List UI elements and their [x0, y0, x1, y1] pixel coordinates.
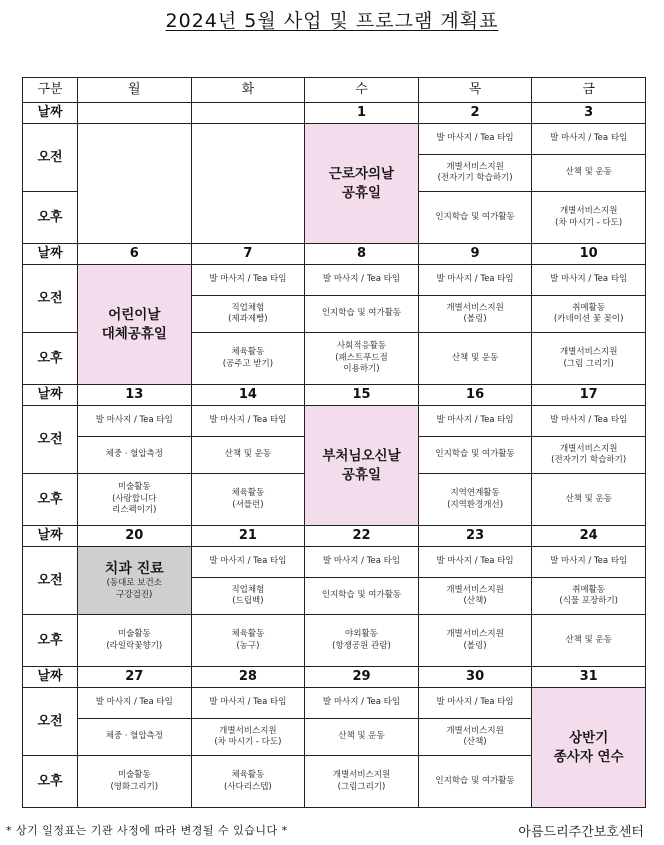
program-cell: 취메활동 (식물 포장하기) — [532, 578, 646, 615]
program-cell: 직업체험 (드립백) — [191, 578, 305, 615]
dental-checkup-cell — [78, 547, 192, 615]
header-cell: 화 — [191, 78, 305, 103]
date-label: 날짜 — [23, 385, 78, 406]
program-cell: 발 마사지 / Tea 타임 — [418, 124, 532, 155]
date-cell: 17 — [532, 385, 646, 406]
program-cell: 산책 및 운동 — [532, 155, 646, 192]
program-cell: 체육활동 (셔플런) — [191, 474, 305, 526]
program-cell: 미술활동 (라일락꽃향기) — [78, 615, 192, 667]
program-cell: 발 마사지 / Tea 타임 — [305, 265, 419, 296]
date-cell: 1 — [305, 103, 419, 124]
footer-note: * 상기 일정표는 기관 사정에 따라 변경될 수 있습니다 * — [6, 824, 288, 837]
program-cell: 개별서비스지원 (산책) — [418, 719, 532, 756]
holiday-cell: 부처님오신날 공휴일 — [305, 406, 419, 526]
date-cell: 23 — [418, 526, 532, 547]
holiday-cell: 어린이날 대체공휴일 — [78, 265, 192, 385]
date-cell: 31 — [532, 667, 646, 688]
date-cell: 28 — [191, 667, 305, 688]
program-cell: 발 마사지 / Tea 타임 — [418, 547, 532, 578]
empty-cell — [78, 124, 192, 244]
holiday-cell: 상반기 종사자 연수 — [532, 688, 646, 808]
program-cell: 발 마사지 / Tea 타임 — [191, 547, 305, 578]
program-cell: 인지학습 및 여가활동 — [418, 756, 532, 808]
date-cell: 13 — [78, 385, 192, 406]
afternoon-label: 오후 — [23, 474, 78, 526]
afternoon-row — [23, 615, 646, 667]
program-cell: 개별서비스지원 (그림그리기) — [305, 756, 419, 808]
program-cell: 개별서비스지원 (볼링) — [418, 615, 532, 667]
date-cell: 6 — [78, 244, 192, 265]
program-cell: 지역연계활동 (지역환경개선) — [418, 474, 532, 526]
program-cell: 미술활동 (사랑합니다 리스펙이기) — [78, 474, 192, 526]
program-cell: 개별서비스지원 (차 마시기 - 다도) — [532, 192, 646, 244]
program-cell: 산책 및 운동 — [532, 615, 646, 667]
date-row — [23, 103, 646, 124]
morning-label: 오전 — [23, 547, 78, 615]
date-cell: 10 — [532, 244, 646, 265]
morning-label: 오전 — [23, 688, 78, 756]
morning-row — [23, 406, 646, 437]
date-cell: 9 — [418, 244, 532, 265]
date-cell: 14 — [191, 385, 305, 406]
program-cell: 체중 · 혈압측정 — [78, 437, 192, 474]
date-label: 날짜 — [23, 103, 78, 124]
date-cell: 22 — [305, 526, 419, 547]
morning-row — [23, 688, 646, 719]
morning-label: 오전 — [23, 124, 78, 192]
program-cell: 직업체험 (제과제빵) — [191, 296, 305, 333]
program-cell: 산책 및 운동 — [305, 719, 419, 756]
program-cell: 발 마사지 / Tea 타임 — [418, 406, 532, 437]
program-cell: 체중 · 혈압측정 — [78, 719, 192, 756]
afternoon-label: 오후 — [23, 333, 78, 385]
date-cell: 29 — [305, 667, 419, 688]
morning-label: 오전 — [23, 406, 78, 474]
header-cell: 금 — [532, 78, 646, 103]
date-cell: 27 — [78, 667, 192, 688]
program-cell: 산책 및 운동 — [418, 333, 532, 385]
program-cell: 발 마사지 / Tea 타임 — [418, 688, 532, 719]
date-cell: 20 — [78, 526, 192, 547]
program-cell: 산책 및 운동 — [532, 474, 646, 526]
program-cell: 발 마사지 / Tea 타임 — [191, 688, 305, 719]
program-cell: 발 마사지 / Tea 타임 — [305, 688, 419, 719]
program-cell: 취메활동 (카네이션 꽃 꽂이) — [532, 296, 646, 333]
afternoon-label: 오후 — [23, 756, 78, 808]
program-cell: 인지학습 및 여가활동 — [305, 578, 419, 615]
program-cell: 개별서비스지원 (그림 그리기) — [532, 333, 646, 385]
header-cell: 월 — [78, 78, 192, 103]
schedule-table — [22, 77, 646, 808]
program-cell: 인지학습 및 여가활동 — [305, 296, 419, 333]
date-cell: 24 — [532, 526, 646, 547]
date-cell — [191, 103, 305, 124]
morning-row — [23, 547, 646, 578]
program-cell: 인지학습 및 여가활동 — [418, 192, 532, 244]
morning-row — [23, 124, 646, 155]
empty-cell — [191, 124, 305, 244]
morning-label: 오전 — [23, 265, 78, 333]
program-cell: 산책 및 운동 — [191, 437, 305, 474]
holiday-cell: 근로자의날 공휴일 — [305, 124, 419, 244]
header-row — [23, 78, 646, 103]
afternoon-label: 오후 — [23, 192, 78, 244]
date-cell: 16 — [418, 385, 532, 406]
program-cell: 발 마사지 / Tea 타임 — [532, 265, 646, 296]
program-cell: 개별서비스지원 (산책) — [418, 578, 532, 615]
date-cell: 7 — [191, 244, 305, 265]
morning-row — [23, 265, 646, 296]
program-cell: 발 마사지 / Tea 타임 — [532, 406, 646, 437]
program-cell: 체육활동 (사다리스텝) — [191, 756, 305, 808]
program-cell: 미술활동 (영화그리기) — [78, 756, 192, 808]
date-cell: 2 — [418, 103, 532, 124]
program-cell: 발 마사지 / Tea 타임 — [532, 124, 646, 155]
program-cell: 인지학습 및 여가활동 — [418, 437, 532, 474]
date-row — [23, 526, 646, 547]
date-cell: 30 — [418, 667, 532, 688]
program-cell: 발 마사지 / Tea 타임 — [191, 406, 305, 437]
date-cell — [78, 103, 192, 124]
program-cell: 체육활동 (농구) — [191, 615, 305, 667]
footer-organization: 아름드리주간보호센터 — [518, 825, 644, 840]
dental-title: 치과 진료 — [104, 560, 164, 577]
program-cell: 발 마사지 / Tea 타임 — [305, 547, 419, 578]
date-cell: 21 — [191, 526, 305, 547]
program-cell: 발 마사지 / Tea 타임 — [532, 547, 646, 578]
header-cell: 수 — [305, 78, 419, 103]
page-title: 2024년 5월 사업 및 프로그램 계획표 — [165, 10, 499, 32]
program-cell: 발 마사지 / Tea 타임 — [78, 406, 192, 437]
header-cell: 목 — [418, 78, 532, 103]
program-cell: 사회적응활동 (패스트푸드점 이용하기) — [305, 333, 419, 385]
date-row — [23, 385, 646, 406]
program-cell: 개별서비스지원 (차 마시기 - 다도) — [191, 719, 305, 756]
header-cell: 구분 — [23, 78, 78, 103]
afternoon-label: 오후 — [23, 615, 78, 667]
date-cell: 3 — [532, 103, 646, 124]
program-cell: 체육활동 (공주고 받기) — [191, 333, 305, 385]
date-label: 날짜 — [23, 244, 78, 265]
date-label: 날짜 — [23, 526, 78, 547]
program-cell: 개별서비스지원 (볼링) — [418, 296, 532, 333]
program-cell: 발 마사지 / Tea 타임 — [418, 265, 532, 296]
date-cell: 8 — [305, 244, 419, 265]
date-row — [23, 244, 646, 265]
date-label: 날짜 — [23, 667, 78, 688]
program-cell: 발 마사지 / Tea 타임 — [78, 688, 192, 719]
program-cell: 개별서비스지원 (전자기기 학습하기) — [532, 437, 646, 474]
program-cell: 발 마사지 / Tea 타임 — [191, 265, 305, 296]
dental-subtitle: (동대로 보건소 구강검진) — [106, 578, 162, 600]
program-cell: 야외활동 (항쟁공원 관람) — [305, 615, 419, 667]
program-cell: 개별서비스지원 (전자기기 학습하기) — [418, 155, 532, 192]
date-cell: 15 — [305, 385, 419, 406]
date-row — [23, 667, 646, 688]
